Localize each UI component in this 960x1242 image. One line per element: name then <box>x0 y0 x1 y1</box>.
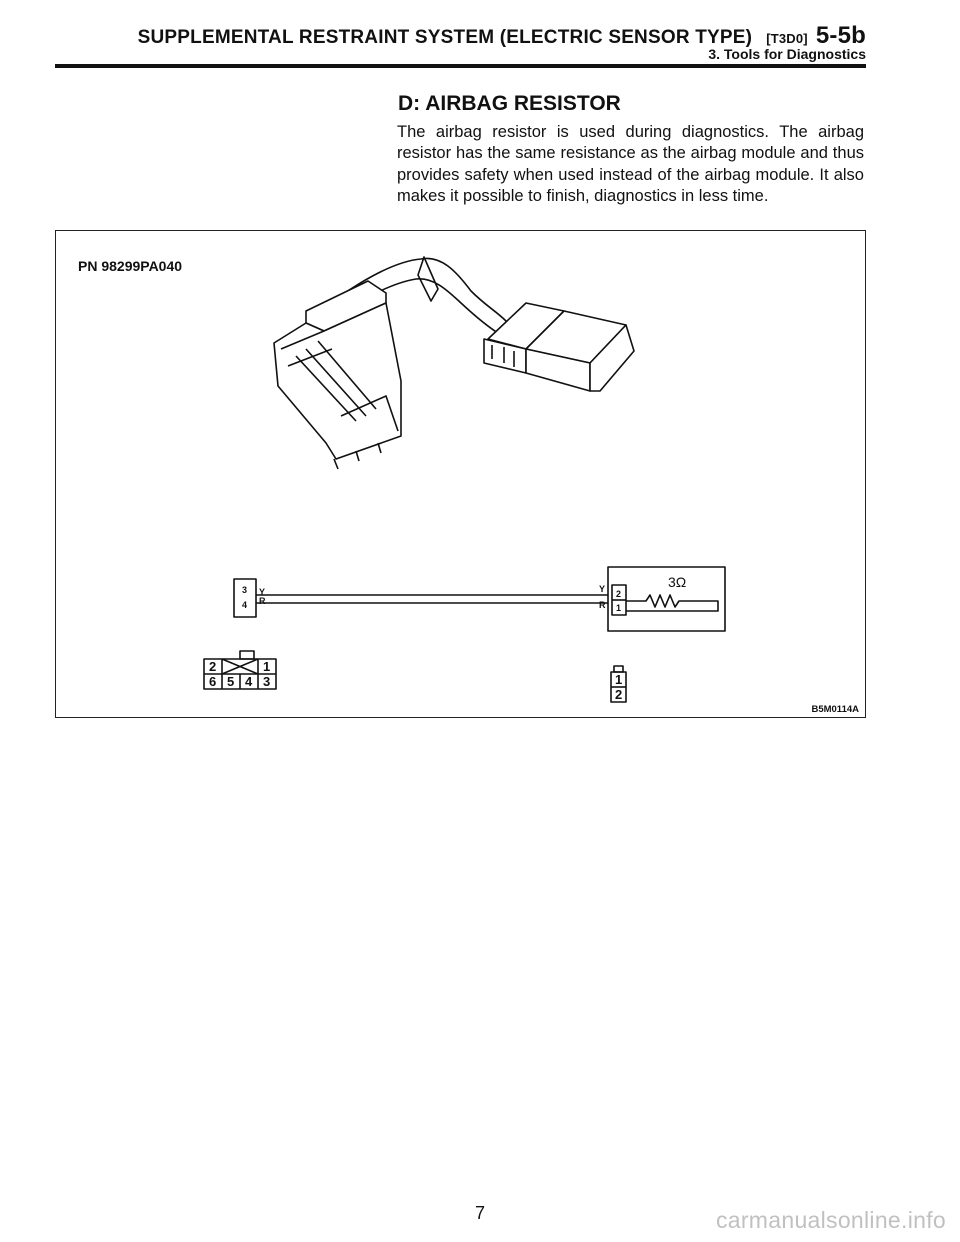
connector-a-pin-3: 3 <box>263 674 271 689</box>
airbag-resistor-figure <box>56 231 865 717</box>
connector-a-body <box>274 303 401 459</box>
left-wire-color-r: R <box>259 596 266 606</box>
header-rule <box>55 64 866 68</box>
section-body: The airbag resistor is used during diagnostics. The airbag resistor has the same resistance as the airbag module and thus provides safety when used instead of the airbag module. It also makes it possible to finish, diagnostics in less time. <box>397 123 864 205</box>
connector-b-pin-2: 2 <box>615 687 623 702</box>
section-title: D: AIRBAG RESISTOR <box>398 92 621 115</box>
figure-id: B5M0114A <box>811 704 859 715</box>
right-wire-color-y: Y <box>599 584 606 594</box>
resistor-symbol <box>626 595 718 611</box>
connector-a-pin-6: 6 <box>209 674 217 689</box>
page-number: 7 <box>474 1203 485 1223</box>
connector-a-pin-2: 2 <box>209 659 217 674</box>
header-title: SUPPLEMENTAL RESTRAINT SYSTEM (ELECTRIC SENSOR TYPE) <box>137 27 753 48</box>
right-pin-2: 2 <box>616 589 622 599</box>
left-wire-color-y: Y <box>259 587 266 597</box>
connector-a-pin-5: 5 <box>227 674 235 689</box>
resistance-label: 3Ω <box>668 574 687 590</box>
right-wire-color-r: R <box>599 600 606 610</box>
wiring-schematic <box>204 567 725 702</box>
watermark: carmanualsonline.info <box>715 1207 946 1233</box>
header-code: [T3D0] <box>766 31 808 46</box>
figure-frame <box>55 230 866 718</box>
connector-a-lock-tab <box>240 651 254 659</box>
header-page-ref: 5-5b <box>815 22 866 49</box>
right-pin-1: 1 <box>616 603 622 613</box>
airbag-resistor-illustration <box>274 257 634 469</box>
part-number-label: PN 98299PA040 <box>78 258 183 274</box>
connector-a-pin-4: 4 <box>245 674 253 689</box>
left-pin-3: 3 <box>242 585 248 595</box>
header-subtitle: 3. Tools for Diagnostics <box>708 46 866 62</box>
left-pin-4: 4 <box>242 600 248 610</box>
connector-b-pin-1: 1 <box>615 672 623 687</box>
connector-a-pin-1: 1 <box>263 659 271 674</box>
